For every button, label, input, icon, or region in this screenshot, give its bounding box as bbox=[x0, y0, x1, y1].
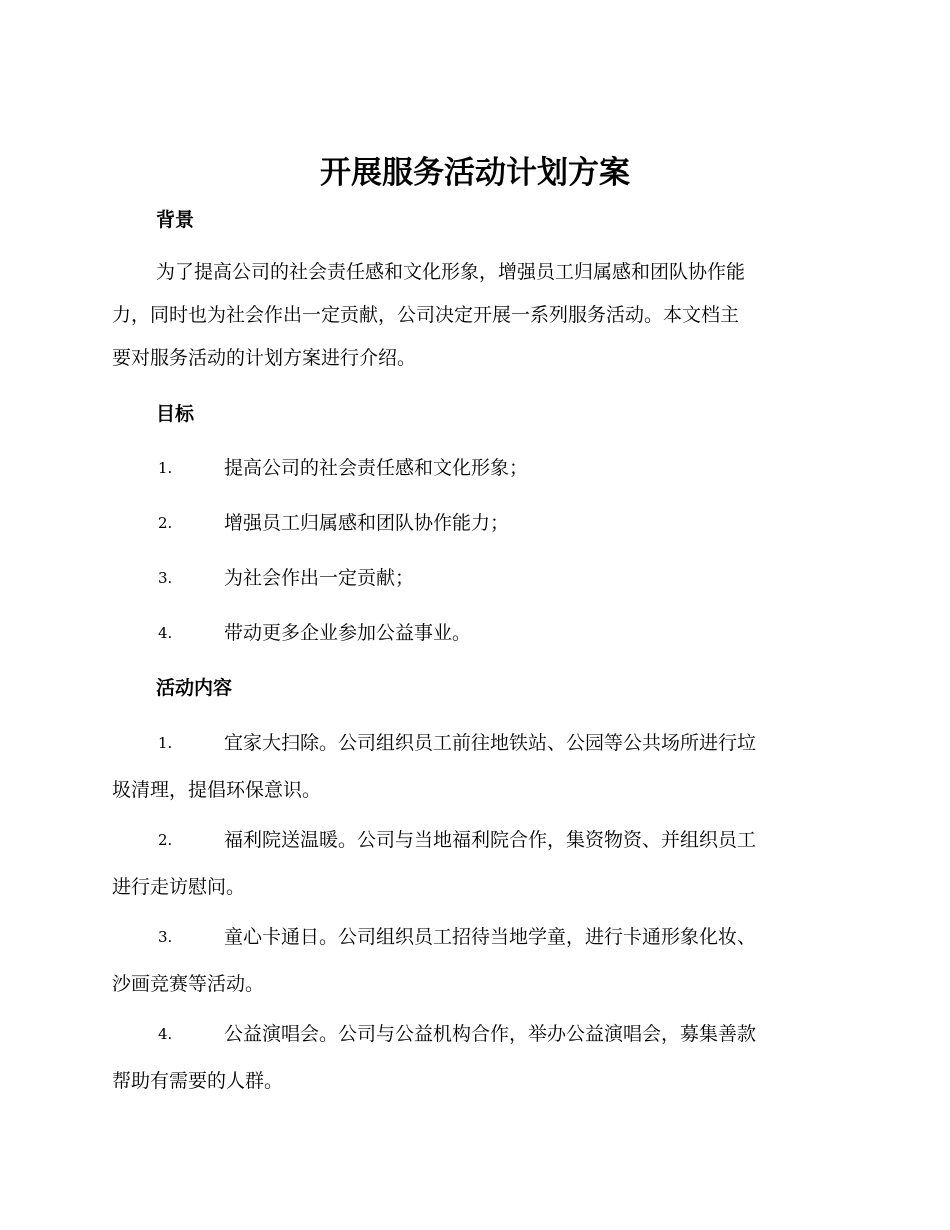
goal-line bbox=[112, 610, 838, 657]
activity-text: 宜家大扫除。公司组织员工前往地铁站、公园等公共场所进行垃 bbox=[224, 732, 757, 754]
activity-text: 公益演唱会。公司与公益机构合作，举办公益演唱会，募集善款 bbox=[224, 1023, 757, 1045]
activity-text: 童心卡通日。公司组织员工招待当地学童，进行卡通形象化妆、 bbox=[224, 926, 757, 948]
activity-list-item bbox=[112, 914, 838, 1008]
activity-line bbox=[112, 914, 838, 961]
activity-line bbox=[112, 817, 838, 864]
goal-line bbox=[112, 555, 838, 602]
activity-line bbox=[112, 720, 838, 767]
goal-text: 增强员工归属感和团队协作能力； bbox=[224, 512, 510, 534]
paragraph-line: 为了提高公司的社会责任感和文化形象，增强员工归属感和团队协作能 bbox=[156, 261, 746, 283]
goal-text: 提高公司的社会责任感和文化形象； bbox=[224, 457, 529, 479]
paragraph-line: 力，同时也为社会作出一定贡献，公司决定开展一系列服务活动。本文档主 bbox=[112, 304, 740, 326]
activity-continuation: 沙画竞赛等活动。 bbox=[112, 973, 265, 995]
list-number: 1. bbox=[158, 459, 173, 477]
list-number: 2. bbox=[158, 831, 173, 849]
list-number: 4. bbox=[158, 1025, 173, 1043]
activity-line bbox=[112, 1011, 838, 1058]
activity-list-item bbox=[112, 817, 838, 911]
goal-text: 带动更多企业参加公益事业。 bbox=[224, 622, 472, 644]
section-heading-goals: 目标 bbox=[156, 403, 195, 425]
goal-list-item bbox=[112, 500, 838, 547]
list-number: 4. bbox=[158, 624, 173, 642]
goal-list-item bbox=[112, 445, 838, 492]
activity-list-item bbox=[112, 1011, 838, 1105]
goal-list-item bbox=[112, 610, 838, 657]
list-number: 1. bbox=[158, 734, 173, 752]
section-heading-background: 背景 bbox=[156, 209, 195, 231]
activity-continuation: 进行走访慰问。 bbox=[112, 876, 246, 898]
list-number: 2. bbox=[158, 514, 173, 532]
activity-continuation: 圾清理，提倡环保意识。 bbox=[112, 779, 322, 801]
activity-list-item bbox=[112, 720, 838, 814]
document-title: 开展服务活动计划方案 bbox=[320, 155, 630, 191]
background-paragraph bbox=[112, 251, 838, 380]
paragraph-line: 要对服务活动的计划方案进行介绍。 bbox=[112, 347, 417, 369]
section-heading-activities: 活动内容 bbox=[156, 677, 233, 699]
goal-line bbox=[112, 445, 838, 492]
list-number: 3. bbox=[158, 928, 173, 946]
goal-text: 为社会作出一定贡献； bbox=[224, 567, 415, 589]
list-number: 3. bbox=[158, 569, 173, 587]
goal-list-item bbox=[112, 555, 838, 602]
goal-line bbox=[112, 500, 838, 547]
activity-continuation: 帮助有需要的人群。 bbox=[112, 1070, 284, 1092]
activity-text: 福利院送温暖。公司与当地福利院合作，集资物资、并组织员工 bbox=[224, 829, 757, 851]
